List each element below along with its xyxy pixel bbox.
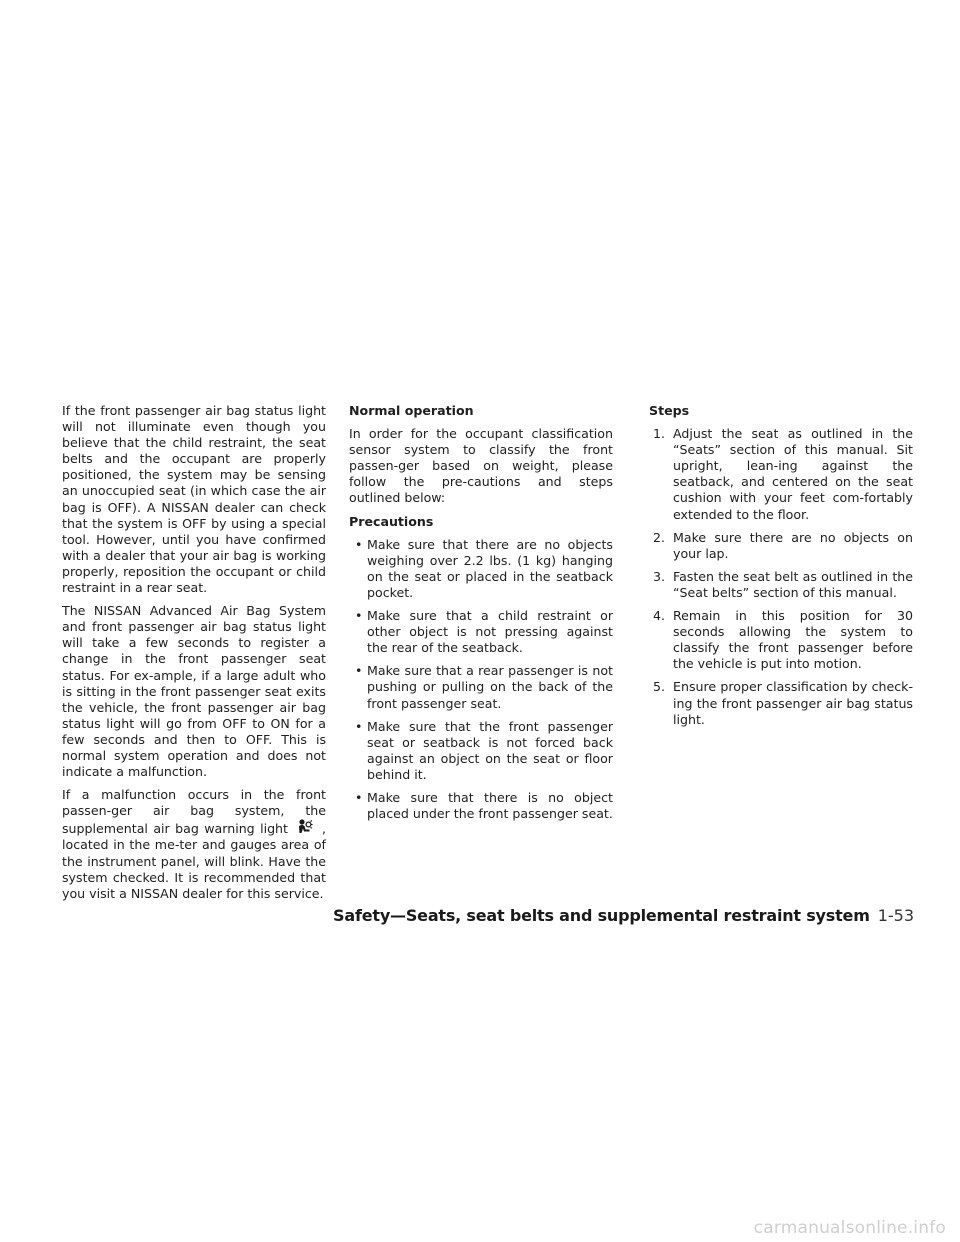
step-number: 2. bbox=[653, 529, 666, 545]
malfunction-text-end: , located in the me-ter and gauges area of the instrument panel, will blink. Have the system checked. It is recommended that you visit a NISSAN dealer for this service. bbox=[62, 821, 326, 901]
step-number: 3. bbox=[653, 568, 666, 584]
step-text: Adjust the seat as outlined in the “Seats” section of this manual. Sit upright, lean-ing against the seatback, and centered on the seat cushion with your feet com-fortably extended to the floor. bbox=[673, 426, 913, 522]
paragraph-malfunction bbox=[62, 787, 326, 902]
malfunction-text-start: If a malfunction occurs in the front passen-ger air bag system, the supplemental air bag warning light bbox=[62, 787, 326, 837]
paragraph-register-change: The NISSAN Advanced Air Bag System and front passenger air bag status light will take a few seconds to register a change in the front passenger seat status. For ex-ample, if a large adult who is sitting in the front passenger seat exits the vehicle, the front passenger air bag status light will go from OFF to ON for a few seconds and then to OFF. This is normal system operation and does not indicate a malfunction. bbox=[62, 603, 326, 780]
list-item bbox=[649, 569, 913, 601]
watermark: carmanualsonline.info bbox=[753, 1218, 946, 1238]
list-item bbox=[649, 426, 913, 523]
precautions-list bbox=[349, 537, 613, 823]
step-text: Remain in this position for 30 seconds allowing the system to classify the front passenger before the vehicle is put into motion. bbox=[673, 608, 913, 672]
list-item bbox=[649, 679, 913, 727]
page-number: 1-53 bbox=[877, 906, 914, 925]
normal-operation-heading: Normal operation bbox=[349, 403, 474, 418]
column-3 bbox=[649, 403, 913, 735]
steps-list bbox=[649, 426, 913, 728]
step-text: Ensure proper classification by check-ing the front passenger air bag status light. bbox=[673, 679, 913, 727]
step-number: 5. bbox=[653, 679, 666, 695]
step-number: 1. bbox=[653, 426, 666, 442]
paragraph-status-light: If the front passenger air bag status light will not illuminate even though you believe that the child restraint, the seat belts and the occupant are properly positioned, the system may be sensing an unoccupied seat (in which case the air bag is OFF). A NISSAN dealer can check that the system is OFF by using a special tool. However, until you have confirmed with a dealer that your air bag is working properly, reposition the occupant or child restraint in a rear seat. bbox=[62, 403, 326, 596]
list-item: • Make sure that a child restraint or other object is not pressing against the rear of the seatback. bbox=[349, 608, 613, 656]
list-item: • Make sure that there is no object placed under the front passenger seat. bbox=[349, 790, 613, 822]
column-1 bbox=[62, 403, 326, 909]
step-text: Make sure there are no objects on your lap. bbox=[673, 529, 913, 561]
list-item bbox=[649, 530, 913, 562]
list-item bbox=[649, 608, 913, 672]
list-item: • Make sure that a rear passenger is not pushing or pulling on the back of the front passenger seat. bbox=[349, 663, 613, 711]
steps-heading: Steps bbox=[649, 403, 690, 418]
page-footer bbox=[0, 906, 914, 925]
precautions-heading: Precautions bbox=[349, 513, 434, 529]
step-text: Fasten the seat belt as outlined in the “Seat belts” section of this manual. bbox=[673, 568, 913, 600]
section-title: Safety—Seats, seat belts and supplemental restraint system bbox=[333, 906, 870, 925]
list-item: • Make sure that there are no objects weighing over 2.2 lbs. (1 kg) hanging on the seat or placed in the seatback pocket. bbox=[349, 537, 613, 601]
air-bag-warning-icon bbox=[288, 819, 322, 833]
list-item: • Make sure that the front passenger seat or seatback is not forced back against an object on the seat or floor behind it. bbox=[349, 719, 613, 783]
step-number: 4. bbox=[653, 608, 666, 624]
normal-operation-intro: In order for the occupant classification sensor system to classify the front passen-ger based on weight, please follow the pre-cautions and steps outlined below: bbox=[349, 426, 613, 506]
column-2 bbox=[349, 403, 613, 829]
